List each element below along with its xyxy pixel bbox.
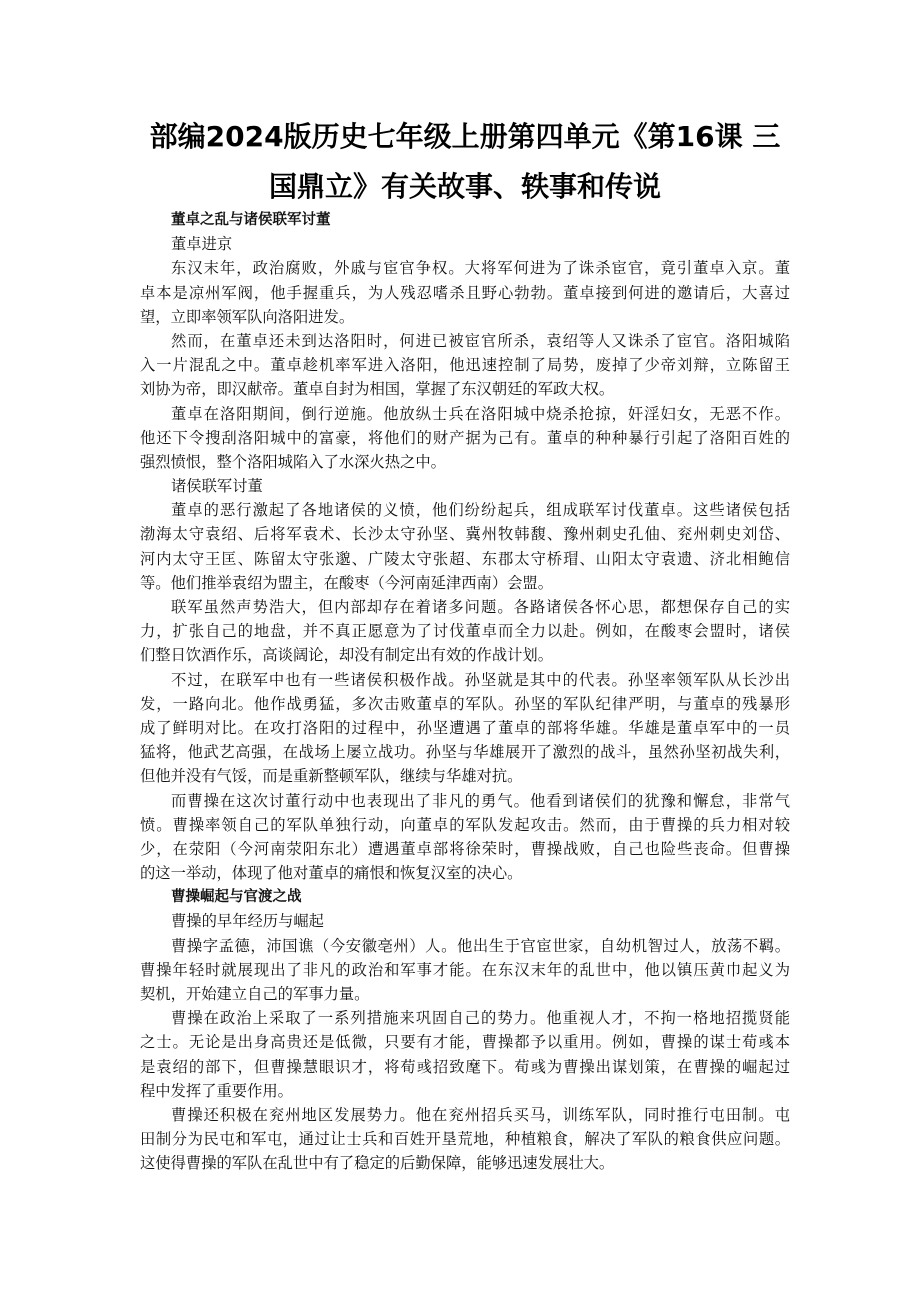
text-line: 而曹操在这次讨董行动中也表现出了非凡的勇气。他看到诸侯们的犹豫和懈怠，非常气 [171, 791, 790, 810]
text-line: 东汉末年，政治腐败，外戚与宦官争权。大将军何进为了诛杀宦官，竟引董卓入京。董 [171, 259, 790, 278]
paragraph [140, 595, 790, 668]
section-heading [140, 885, 790, 909]
document-body [140, 208, 790, 1176]
subsection-heading [140, 474, 790, 498]
subsection-heading [140, 909, 790, 933]
text-line: 们整日饮酒作乐，高谈阔论，却没有制定出有效的作战计划。 [140, 646, 554, 665]
text-line: 强烈愤恨，整个洛阳城陷入了水深火热之中。 [140, 452, 446, 471]
paragraph [140, 934, 790, 1007]
text-line: 之士。无论是出身高贵还是低微，只要有才能，曹操都予以重用。例如，曹操的谋士荀彧本 [140, 1033, 790, 1052]
paragraph [140, 668, 790, 789]
paragraph [140, 329, 790, 402]
paragraph [140, 256, 790, 329]
paragraph [140, 789, 790, 886]
text-line: 成了鲜明对比。在攻打洛阳的过程中，孙坚遭遇了董卓的部将华雄。华雄是董卓军中的一员 [140, 718, 790, 737]
text-line: 愤。曹操率领自己的军队单独行动，向董卓的军队发起攻击。然而，由于曹操的兵力相对较 [140, 815, 790, 834]
text-line: 诸侯联军讨董 [171, 477, 263, 496]
paragraph [140, 402, 790, 475]
text-line: 董卓之乱与诸侯联军讨董 [171, 212, 331, 228]
document-title [130, 112, 800, 212]
text-line: 渤海太守袁绍、后将军袁术、长沙太守孙坚、冀州牧韩馥、豫州刺史孔伷、兖州刺史刘岱、 [140, 525, 790, 544]
text-line: 程中发挥了重要作用。 [140, 1081, 293, 1100]
paragraph [140, 1103, 790, 1176]
title-line-1: 部编2024版历史七年级上册第四单元《第16课 三 [149, 120, 781, 153]
text-line: 是袁绍的部下，但曹操慧眼识才，将荀彧招致麾下。荀彧为曹操出谋划策，在曹操的崛起过 [140, 1057, 790, 1076]
text-line: 河内太守王匡、陈留太守张邈、广陵太守张超、东郡太守桥瑁、山阳太守袁遗、济北相鲍信 [140, 549, 790, 568]
title-line-2: 国鼎立》有关故事、轶事和传说 [268, 170, 661, 203]
text-line: 少，在荥阳（今河南荥阳东北）遭遇董卓部将徐荣时，曹操战败，自己也险些丧命。但曹操 [140, 839, 790, 858]
text-line: 等。他们推举袁绍为盟主，在酸枣（今河南延津西南）会盟。 [140, 573, 554, 592]
text-line: 猛将，他武艺高强，在战场上屡立战功。孙坚与华雄展开了激烈的战斗，虽然孙坚初战失利， [140, 743, 790, 762]
text-line: 契机，开始建立自己的军事力量。 [140, 985, 370, 1003]
text-line: 董卓的恶行激起了各地诸侯的义愤，他们纷纷起兵，组成联军讨伐董卓。这些诸侯包括 [171, 501, 790, 520]
text-line: 入一片混乱之中。董卓趁机率军进入洛阳，他迅速控制了局势，废掉了少帝刘辩，立陈留王 [140, 356, 790, 375]
text-line: 然而，在董卓还未到达洛阳时，何进已被宦官所杀，袁绍等人又诛杀了宦官。洛阳城陷 [171, 331, 790, 350]
subsection-heading [140, 232, 790, 256]
text-line: 但他并没有气馁，而是重新整顿军队，继续与华雄对抗。 [140, 767, 523, 786]
section-heading [140, 208, 790, 232]
text-line: 曹操在政治上采取了一系列措施来巩固自己的势力。他重视人才，不拘一格地招揽贤能 [171, 1009, 790, 1028]
text-line: 董卓进京 [171, 235, 233, 254]
text-line: 不过，在联军中也有一些诸侯积极作战。孙坚就是其中的代表。孙坚率领军队从长沙出 [171, 670, 790, 689]
text-line: 曹操还积极在兖州地区发展势力。他在兖州招兵买马，训练军队，同时推行屯田制。屯 [171, 1105, 790, 1124]
text-line: 联军虽然声势浩大，但内部却存在着诸多问题。各路诸侯各怀心思，都想保存自己的实 [171, 598, 790, 616]
text-line: 望，立即率领军队向洛阳进发。 [140, 307, 355, 326]
text-line: 曹操的早年经历与崛起 [171, 912, 324, 931]
text-line: 曹操年轻时就展现出了非凡的政治和军事才能。在东汉末年的乱世中，他以镇压黄巾起义为 [140, 960, 790, 979]
text-line: 这使得曹操的军队在乱世中有了稳定的后勤保障，能够迅速发展壮大。 [140, 1154, 615, 1173]
text-line: 卓本是凉州军阀，他手握重兵，为人残忍嗜杀且野心勃勃。董卓接到何进的邀请后，大喜过 [140, 283, 790, 302]
text-line: 董卓在洛阳期间，倒行逆施。他放纵士兵在洛阳城中烧杀抢掠，奸淫妇女，无恶不作。 [171, 404, 790, 423]
text-line: 刘协为帝，即汉献帝。董卓自封为相国，掌握了东汉朝廷的军政大权。 [140, 380, 615, 399]
paragraph [140, 498, 790, 595]
text-line: 的这一举动，体现了他对董卓的痛恨和恢复汉室的决心。 [140, 864, 523, 883]
text-line: 曹操崛起与官渡之战 [171, 889, 302, 906]
text-line: 曹操字孟德，沛国谯（今安徽亳州）人。他出生于官宦世家，自幼机智过人，放荡不羁。 [171, 936, 790, 955]
paragraph [140, 1006, 790, 1103]
text-line: 力，扩张自己的地盘，并不真正愿意为了讨伐董卓而全力以赴。例如，在酸枣会盟时，诸侯 [140, 622, 790, 641]
text-line: 他还下令搜刮洛阳城中的富豪，将他们的财产据为己有。董卓的种种暴行引起了洛阳百姓的 [140, 428, 790, 447]
text-line: 田制分为民屯和军屯，通过让士兵和百姓开垦荒地，种植粮食，解决了军队的粮食供应问题。 [140, 1130, 790, 1149]
text-line: 发，一路向北。他作战勇猛，多次击败董卓的军队。孙坚的军队纪律严明，与董卓的残暴形 [140, 694, 790, 713]
